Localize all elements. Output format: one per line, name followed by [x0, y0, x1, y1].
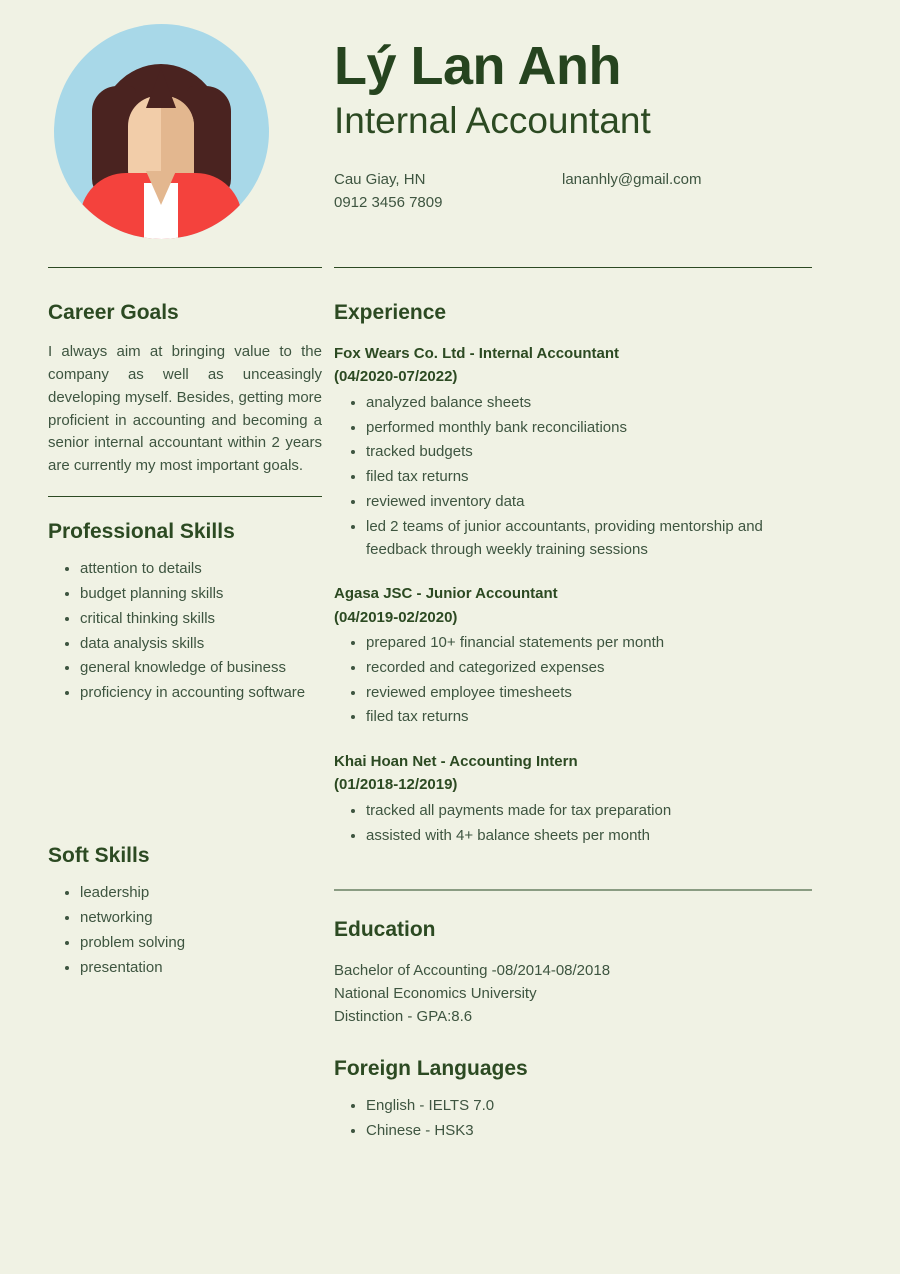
list-item: analyzed balance sheets: [366, 392, 812, 415]
education-line: Distinction - GPA:8.6: [334, 1008, 473, 1026]
list-item: recorded and categorized expenses: [366, 657, 812, 680]
header-divider-row: [0, 239, 900, 268]
list-item: networking: [80, 907, 322, 930]
list-item: reviewed employee timesheets: [366, 682, 812, 705]
experience-dates: (04/2019-02/2020): [334, 608, 458, 626]
list-item: prepared 10+ financial statements per month: [366, 632, 812, 655]
list-item: general knowledge of business: [80, 657, 322, 680]
professional-skills-list: [48, 558, 322, 705]
education-line: Bachelor of Accounting -08/2014-08/2018: [334, 961, 611, 979]
section-heading-soft-skills: Soft Skills: [48, 843, 150, 867]
list-item: English - IELTS 7.0: [366, 1095, 812, 1118]
contact-info: [334, 168, 850, 215]
resume-header: [0, 0, 900, 239]
list-item: Chinese - HSK3: [366, 1120, 812, 1143]
right-column: [322, 268, 900, 1145]
experience-entry: [334, 751, 812, 847]
experience-dates: (04/2020-07/2022): [334, 368, 458, 386]
list-item: led 2 teams of junior accountants, providing mentorship and feedback through weekly training sessions: [366, 516, 812, 562]
experience-entry: [334, 583, 812, 729]
foreign-languages-list: [334, 1095, 812, 1143]
contact-phone: 0912 3456 7809: [334, 194, 443, 212]
section-heading-foreign-languages: Foreign Languages: [334, 1057, 528, 1081]
list-item: tracked budgets: [366, 441, 812, 464]
header-text-block: [322, 0, 900, 239]
experience-bullets: [334, 392, 812, 562]
contact-left: [334, 168, 562, 215]
divider-left-middle: [48, 496, 322, 497]
list-item: proficiency in accounting software: [80, 682, 322, 705]
list-item: budget planning skills: [80, 583, 322, 606]
list-item: data analysis skills: [80, 633, 322, 656]
experience-entry: [334, 343, 812, 561]
avatar-cell: [0, 0, 322, 239]
list-item: filed tax returns: [366, 466, 812, 489]
soft-skills-list: [48, 882, 322, 979]
education-block: [334, 959, 812, 1029]
list-item: problem solving: [80, 932, 322, 955]
experience-title: Fox Wears Co. Ltd - Internal Accountant: [334, 345, 620, 363]
section-heading-professional-skills: Professional Skills: [48, 519, 235, 543]
list-item: tracked all payments made for tax preparation: [366, 800, 812, 823]
experience-dates: (01/2018-12/2019): [334, 776, 458, 794]
section-heading-education: Education: [334, 918, 436, 942]
page-title: Lý Lan Anh: [334, 36, 621, 96]
education-line: National Economics University: [334, 984, 537, 1002]
experience-title: Agasa JSC - Junior Accountant: [334, 585, 558, 603]
contact-right: [562, 168, 850, 215]
experience-bullets: [334, 632, 812, 729]
list-item: performed monthly bank reconciliations: [366, 417, 812, 440]
experience-title: Khai Hoan Net - Accounting Intern: [334, 753, 578, 771]
experience-bullets: [334, 800, 812, 848]
list-item: leadership: [80, 882, 322, 905]
list-item: assisted with 4+ balance sheets per month: [366, 825, 812, 848]
avatar: [54, 24, 269, 239]
contact-email: lananhly@gmail.com: [562, 170, 702, 188]
career-goals-text: I always aim at bringing value to the company as well as unceasingly developing myself. Besides, getting more proficient in accounting and becoming a senior internal accountant within 2 years are currently my most important goals.: [48, 343, 322, 475]
section-heading-experience: Experience: [334, 301, 447, 324]
contact-address: Cau Giay, HN: [334, 170, 426, 188]
experience-list: [334, 343, 812, 847]
list-item: critical thinking skills: [80, 608, 322, 631]
list-item: attention to details: [80, 558, 322, 581]
left-column: [0, 268, 322, 1145]
divider-right-education: [334, 889, 812, 891]
list-item: reviewed inventory data: [366, 491, 812, 514]
resume-body: [0, 268, 900, 1145]
section-heading-career-goals: Career Goals: [48, 301, 179, 324]
list-item: filed tax returns: [366, 706, 812, 729]
list-item: presentation: [80, 957, 322, 980]
job-role-subtitle: Internal Accountant: [334, 100, 651, 142]
